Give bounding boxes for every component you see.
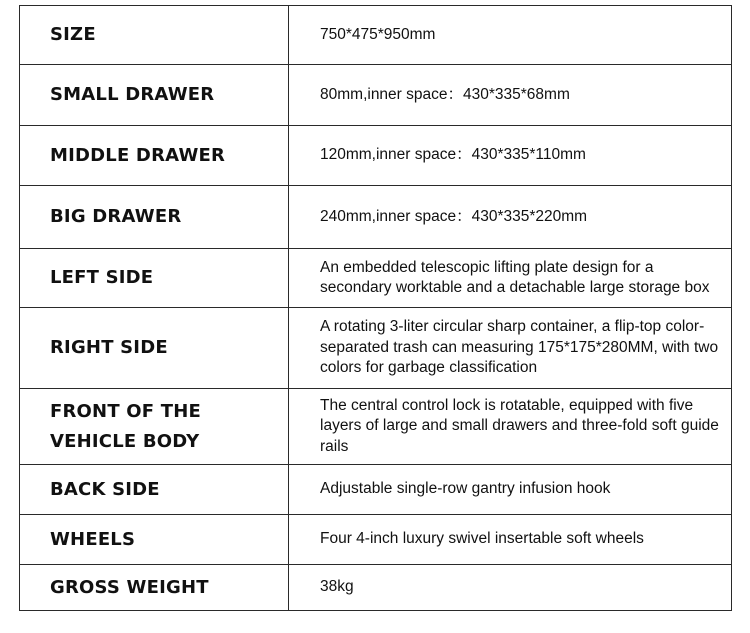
table-row <box>20 515 732 565</box>
row-value: A rotating 3-liter circular sharp container, a flip-top color-separated trash can measuring 175*175*280MM, with two colors for garbage classification <box>289 308 732 389</box>
table-row <box>20 389 732 465</box>
row-value: Four 4-inch luxury swivel insertable soft wheels <box>289 515 732 565</box>
row-value: Adjustable single-row gantry infusion hook <box>289 465 732 515</box>
row-label: FRONT OF THE VEHICLE BODY <box>20 389 289 465</box>
table-row <box>20 565 732 611</box>
table-row <box>20 186 732 249</box>
row-label: GROSS WEIGHT <box>20 565 289 611</box>
row-value: An embedded telescopic lifting plate design for a secondary worktable and a detachable large storage box <box>289 249 732 308</box>
table-row <box>20 65 732 126</box>
table-row <box>20 249 732 308</box>
table-row <box>20 6 732 65</box>
row-label: WHEELS <box>20 515 289 565</box>
row-label: BACK SIDE <box>20 465 289 515</box>
row-value: 120mm,inner space：430*335*110mm <box>289 126 732 186</box>
row-label: MIDDLE DRAWER <box>20 126 289 186</box>
row-label: SIZE <box>20 6 289 65</box>
row-value: The central control lock is rotatable, equipped with five layers of large and small drawers and three-fold soft guide rails <box>289 389 732 465</box>
row-value: 80mm,inner space：430*335*68mm <box>289 65 732 126</box>
row-label: SMALL DRAWER <box>20 65 289 126</box>
table-row <box>20 308 732 389</box>
spec-table <box>19 5 732 611</box>
row-label: RIGHT SIDE <box>20 308 289 389</box>
row-value: 750*475*950mm <box>289 6 732 65</box>
row-label: BIG DRAWER <box>20 186 289 249</box>
row-value: 240mm,inner space：430*335*220mm <box>289 186 732 249</box>
row-value: 38kg <box>289 565 732 611</box>
table-row <box>20 126 732 186</box>
table-row <box>20 465 732 515</box>
row-label: LEFT SIDE <box>20 249 289 308</box>
